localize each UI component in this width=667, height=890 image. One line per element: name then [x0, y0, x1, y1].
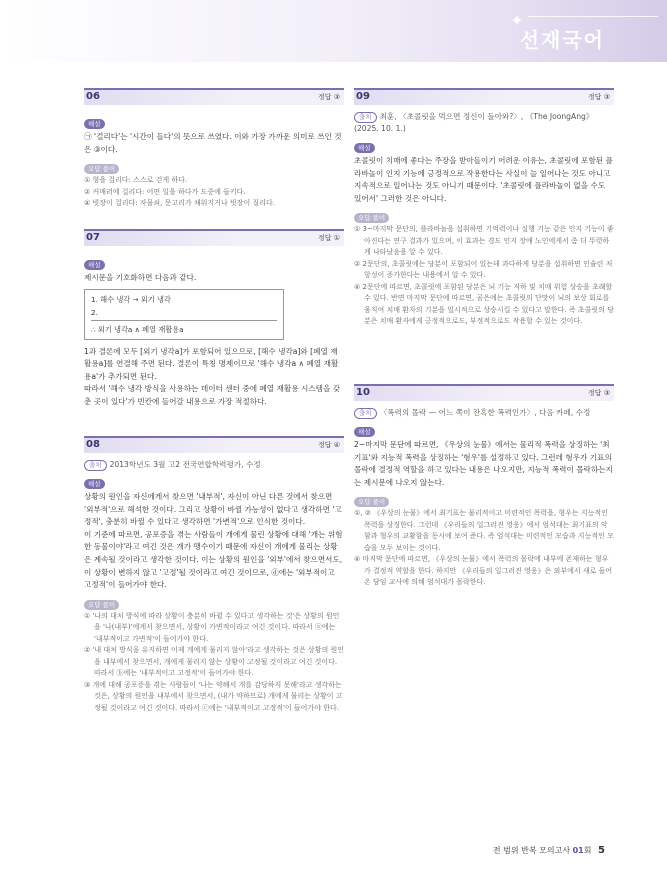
logic-box	[84, 289, 284, 340]
question-number: 08	[86, 439, 100, 450]
wrong-option: ② 커매러에 걸리다: 어떤 일을 하다가 도중에 들키다.	[84, 187, 246, 196]
header-band	[0, 0, 667, 62]
wrong-tag: 오답 풀이	[84, 164, 119, 174]
page-number: 5	[598, 845, 605, 856]
logic-premise-1: 1. 해수 냉각 → 외기 냉각	[91, 294, 171, 304]
logic-conclusion: ∴ 외기 냉각a ∧ 폐열 재활용a	[91, 324, 184, 334]
brand-title: 선재국어	[519, 28, 605, 52]
wrong-option: ③ 개에 대해 공포증을 겪는 사람들이 '나는 약해서 개를 감당하지 못해'라고 생각하는 것은, 상황의 원인을 내부에서 찾으면서, (내가 약하므로) 개에게 물리는 상황이 고정될 것이라고 여긴 것이다. 따라서 ⓒ에는 '내부적이고 고정적'이 들어가야 한다.	[84, 680, 343, 712]
wrong-tag: 오답 풀이	[84, 600, 119, 610]
answer-label: 정답 ①	[317, 234, 340, 242]
explanation-text: ㉠ '걸리다'는 '시간이 들다'의 뜻으로 쓰였다. 이와 가장 가까운 의미로 쓰인 것은 ③이다.	[84, 132, 342, 154]
explain-tag: 해설	[84, 260, 105, 270]
wrong-option: ① 형을 걸리다: 스스로 걷게 하다.	[84, 176, 188, 185]
explanation-text: 따라서 '해수 냉각 방식을 사용하는 데이터 센터 중에 폐열 재활용 시스템을 갖춘 곳이 있다'가 빈칸에 들어갈 내용으로 가장 적절하다.	[84, 384, 341, 406]
logic-divider	[91, 320, 277, 321]
source-text: 2013학년도 3월 고2 전국연합학력평가, 수정	[109, 460, 261, 469]
question-number: 10	[356, 387, 370, 398]
wrong-option: ④ 2문단에 따르면, 초콜릿에 포함된 당분은 뇌 기능 저하 및 치매 위험 상승을 초래할 수 있다. 반면 마지막 문단에 따르면, 곰은에는 초콜릿의 단맛이 뇌의 보상 회로를 움직여 치매 환자의 기분을 일시적으로 상승시킬 수 있다고 말한다. 즉 초콜릿의 당분은 치매 환자에게 긍정적으로도, 부정적으로도 작용할 수 있는 것이다.	[354, 282, 614, 326]
wrong-option: ① '나의 대처 방식에 따라 상황이 충분히 바뀔 수 있다고 생각하는 것'은 상황의 원인을 '나(내부)'에게서 찾으면서, 상황이 가변적이라고 여긴 것이다. 따라서 ⓐ에는 '내부적이고 가변적'이 들어가야 한다.	[84, 611, 340, 643]
question-10	[354, 384, 614, 589]
explain-tag: 해설	[84, 479, 105, 489]
wrong-tag: 오답 풀이	[354, 213, 389, 223]
source-line	[354, 111, 614, 135]
wrong-option: ④ 빗장이 걸리다: 자물쇠, 문고리가 채워지거나 빗장이 질리다.	[84, 199, 275, 208]
question-header	[84, 436, 344, 453]
explanation-text: 이 기준에 따르면, 공포증을 겪는 사람들이 개에게 물린 상황에 대해 '개는 위험한 동물이야'라고 여긴 것은 개가 맹수이기 때문에 자신이 개에게 물리는 상황은 계속될 것이라고 생각한 것이다. 이는 상황의 원인을 '외부'에서 찾으면서도, 이 상황이 변하지 않고 '고정'될 것이라고 여긴 것이므로, ⓓ에는 '외부적이고 고정적'이 들어가야 한다.	[84, 529, 343, 590]
wrong-option: ①, ② 《우상의 눈물》에서 최기표는 물리적이고 미련적인 폭력을, 형우는 지능적인 폭력을 상징한다. 그런데 《우리들의 일그러진 영웅》에서 엄석대는 최기표의 악함과 형우의 교활함을 동시에 보여 준다. 즉 엄석대는 미련적인 모습과 지능적인 모습을 모두 보이는 것이다.	[354, 509, 614, 552]
explain-tag: 해설	[354, 427, 375, 437]
question-header	[354, 384, 614, 401]
answer-label: 정답 ④	[317, 441, 340, 449]
source-tag: 출처	[354, 408, 377, 419]
answer-label: 정답 ③	[587, 93, 610, 101]
logic-premise-2: 2.	[91, 307, 98, 317]
explanation-text: 1과 결론에 모두 [외기 냉각a]가 포함되어 있으므로, [해수 냉각a]와 [폐열 재활용a]를 연결해 주면 된다. 결론이 특칭 명제이므로 '해수 냉각a ∧ 폐열 재활용a'가 추가되면 된다.	[84, 346, 339, 381]
page-footer	[493, 845, 605, 856]
sparkle-icon: ✦	[510, 11, 524, 30]
answer-label: 정답 ③	[587, 389, 610, 397]
question-header	[84, 229, 344, 246]
wrong-tag: 오답 풀이	[354, 497, 389, 507]
question-09	[354, 88, 614, 328]
wrong-option: ② '내 대처 방식을 유지하면 이제 개에게 물리지 않아'라고 생각하는 것은 상황의 원인을 내부에서 찾으면서, 개에게 물리지 않는 상황이 고정될 것이라고 여긴 것이다. 따라서 ⓑ에는 '내부적이고 고정적'이 들어가야 한다.	[84, 646, 344, 678]
question-header	[354, 88, 614, 105]
footer-label: 전 범위 반복 모의고사	[492, 846, 571, 855]
wrong-option: ② 2문단의, 초콜릿에는 당분이 포함되어 있는데 과다하게 당분을 섭취하면 인슐린 저항성이 증가한다는 내용에서 알 수 있다.	[354, 259, 613, 280]
header-gradient	[0, 0, 500, 62]
header-line	[528, 16, 658, 17]
question-07	[84, 229, 344, 409]
footer-round-suffix: 회	[583, 846, 592, 855]
explanation-text: 상황의 원인을 자신에게서 찾으면 '내부적', 자신이 아닌 다른 것에서 찾으면 '외부적'으로 해석한 것이다. 그리고 상황이 바뀔 가능성이 없다고 생각하면 '고정적', 충분히 바뀔 수 있다고 생각하면 '가변적'으로 인식한 것이다.	[84, 492, 342, 527]
source-tag: 출처	[354, 112, 377, 123]
source-text: 〈폭력의 몰락 — 어느 쪽이 잔혹한 폭력인가〉, 다음 카페, 수정	[379, 408, 591, 417]
question-number: 06	[86, 91, 100, 102]
source-tag: 출처	[84, 460, 107, 471]
source-line	[354, 407, 614, 419]
wrong-option: ① 3~마지막 문단의, 플라바놀을 섭취하면 기억력이나 실행 기능 같은 인지 기능이 좋아진다는 연구 결과가 있으며, 이 효과는 경도 인지 장애 노인에게서 좀 더 뚜렷하게 나타났음을 알 수 있다.	[354, 225, 614, 257]
question-header	[84, 88, 344, 105]
explanation-text: 2~마지막 문단에 따르면, 《우상의 눈물》에서는 물리적 폭력을 상징하는 '최기표'와 지능적 폭력을 상징하는 '형우'를 설정하고 있다. 그런데 형우가 기표의 몰락에 결정적 역할을 하고 있다는 내용은 나오지만, 지능적 폭력이 몰락하는지는 제시문에 나오지 않는다.	[354, 440, 613, 487]
explanation-text: 초콜릿이 치매에 좋다는 주장을 받아들이기 어려운 이유는, 초콜릿에 포함된 플라바놀이 인지 기능에 긍정적으로 작용한다는 사실이 늘 일어나는 것도 아니고 지속적으로 일어나는 것도 아니기 때문이다. '초콜릿에 플라바놀이 없을 수도 있어서' 그러한 것은 아니다.	[354, 156, 613, 203]
source-text: 최훈, 〈초콜릿을 먹으면 정신이 돌아와?〉, 《The JoongAng》(2025. 10. 1.)	[354, 112, 594, 133]
answer-label: 정답 ③	[317, 93, 340, 101]
footer-round: 01	[572, 846, 584, 855]
question-number: 07	[86, 232, 100, 243]
explain-tag: 해설	[84, 119, 105, 129]
wrong-option: ④ 마지막 문단에 따르면, 《우상의 눈물》에서 폭력의 몰락에 내부에 존재하는 형우가 결정적 역할을 한다. 하지만 《우리들의 일그러진 영웅》은 외부에서 새로 들어온 담임 교사에 의해 엄석대가 몰락한다.	[354, 555, 613, 587]
explain-tag: 해설	[354, 143, 375, 153]
question-number: 09	[356, 91, 370, 102]
question-06	[84, 88, 344, 210]
explanation-intro: 제시문을 기호화하면 다음과 같다.	[84, 273, 197, 282]
question-08	[84, 436, 344, 714]
source-line	[84, 459, 344, 471]
